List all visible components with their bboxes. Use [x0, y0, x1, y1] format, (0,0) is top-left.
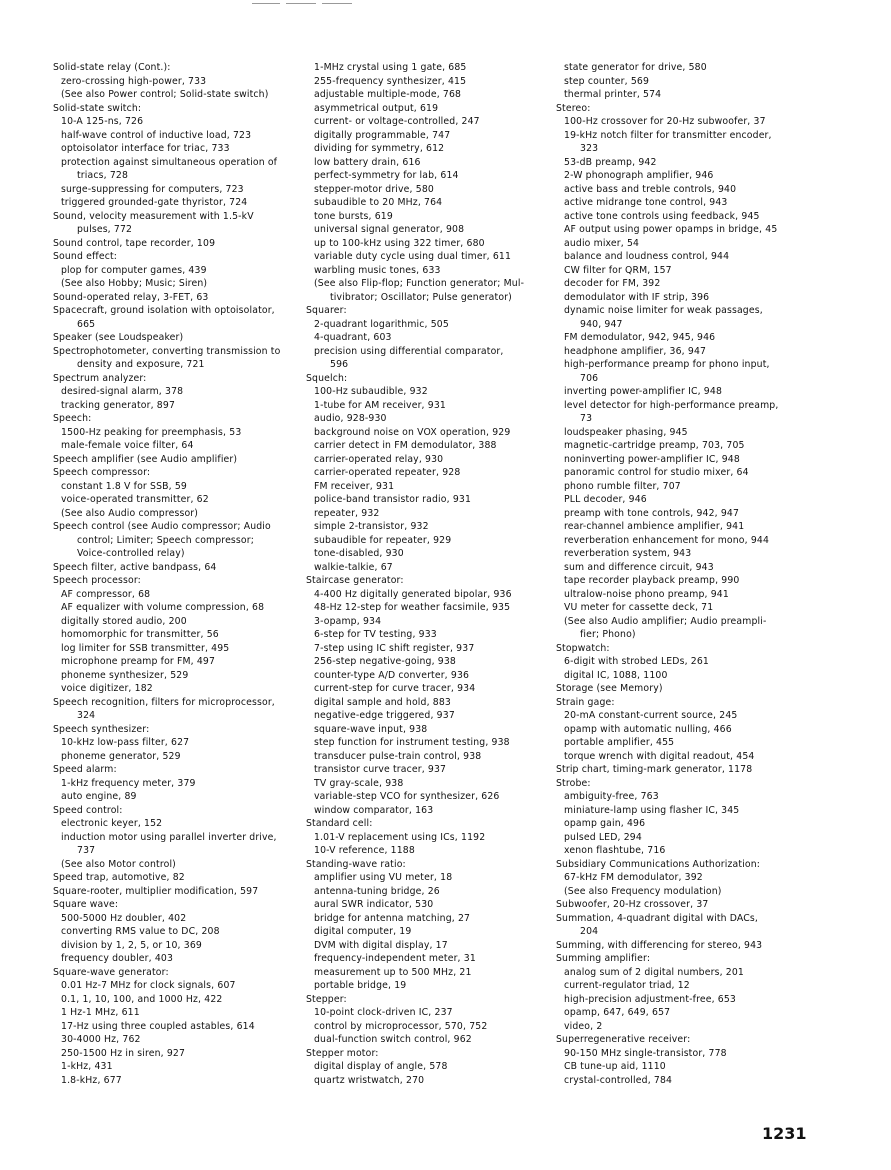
- index-subentry: plop for computer games, 439: [61, 264, 207, 276]
- index-subentry: perfect-symmetry for lab, 614: [314, 170, 459, 181]
- index-subentry: 1 Hz-1 MHz, 611: [61, 1007, 140, 1018]
- index-subentry: zero-crossing high-power, 733: [61, 75, 207, 87]
- index-subentry: torque wrench with digital readout, 454: [564, 750, 755, 762]
- index-subentry: 1-tube for AM receiver, 931: [314, 399, 446, 411]
- index-subentry: square-wave input, 938: [314, 723, 428, 735]
- index-heading: Standing-wave ratio:: [306, 858, 406, 870]
- index-subentry: 17-Hz using three coupled astables, 614: [61, 1020, 255, 1032]
- index-subentry: surge-suppressing for computers, 723: [61, 183, 244, 195]
- index-subentry: AF equalizer with volume compression, 68: [61, 602, 265, 613]
- index-subentry: phoneme generator, 529: [61, 750, 181, 762]
- index-subentry: adjustable multiple-mode, 768: [314, 89, 462, 100]
- index-subentry: (See also Hobby; Music; Siren): [61, 278, 208, 289]
- index-subentry: triacs, 728: [77, 170, 129, 181]
- index-subentry: PLL decoder, 946: [564, 494, 647, 505]
- index-subentry: active bass and treble controls, 940: [564, 183, 737, 195]
- index-subentry: (See also Frequency modulation): [564, 885, 722, 897]
- index-subentry: male-female voice filter, 64: [61, 440, 194, 451]
- index-heading: Spectrophotometer, converting transmission to: [53, 345, 281, 357]
- index-subentry: induction motor using parallel inverter drive,: [61, 831, 277, 843]
- index-subentry: 2-W phonograph amplifier, 946: [564, 170, 714, 181]
- index-subentry: bridge for antenna matching, 27: [314, 912, 471, 924]
- index-subentry: CW filter for QRM, 157: [564, 264, 672, 276]
- index-subentry: 90-150 MHz single-transistor, 778: [564, 1047, 727, 1059]
- index-subentry: 250-1500 Hz in siren, 927: [61, 1047, 186, 1059]
- index-heading: Staircase generator:: [306, 575, 404, 586]
- index-subentry: quartz wristwatch, 270: [314, 1074, 425, 1086]
- index-subentry: aural SWR indicator, 530: [314, 899, 434, 910]
- index-subentry: 2-quadrant logarithmic, 505: [314, 318, 449, 330]
- index-subentry: tape recorder playback preamp, 990: [564, 575, 740, 586]
- index-subentry: pulses, 772: [77, 224, 133, 235]
- index-subentry: phono rumble filter, 707: [564, 480, 681, 492]
- index-subentry: 706: [580, 372, 599, 384]
- index-subentry: audio mixer, 54: [564, 237, 640, 249]
- index-subentry: antenna-tuning bridge, 26: [314, 885, 440, 897]
- index-subentry: triggered grounded-gate thyristor, 724: [61, 197, 248, 208]
- index-subentry: digitally programmable, 747: [314, 129, 451, 141]
- index-subentry: 1.01-V replacement using ICs, 1192: [314, 831, 486, 843]
- index-column-3: [556, 61, 778, 1087]
- index-subentry: FM receiver, 931: [314, 480, 395, 492]
- index-subentry: 1-kHz, 431: [61, 1061, 113, 1072]
- index-subentry: log limiter for SSB transmitter, 495: [61, 642, 230, 654]
- index-subentry: electronic keyer, 152: [61, 818, 163, 829]
- index-subentry: dividing for symmetry, 612: [314, 143, 445, 154]
- index-subentry: step counter, 569: [564, 75, 650, 87]
- index-subentry: panoramic control for studio mixer, 64: [564, 467, 749, 478]
- index-subentry: portable bridge, 19: [314, 980, 407, 991]
- index-subentry: 3-opamp, 934: [314, 615, 382, 627]
- index-heading: Square-wave generator:: [53, 966, 169, 978]
- index-subentry: inverting power-amplifier IC, 948: [564, 386, 723, 397]
- index-heading: Solid-state switch:: [53, 102, 142, 114]
- index-subentry: headphone amplifier, 36, 947: [564, 345, 707, 357]
- top-rule-1: [252, 3, 280, 4]
- index-subentry: high-precision adjustment-free, 653: [564, 993, 736, 1005]
- index-heading: Sound control, tape recorder, 109: [53, 237, 216, 249]
- index-heading: Subsidiary Communications Authorization:: [556, 858, 761, 870]
- index-subentry: current-regulator triad, 12: [564, 980, 690, 991]
- index-subentry: digital computer, 19: [314, 926, 412, 937]
- index-subentry: constant 1.8 V for SSB, 59: [61, 480, 187, 492]
- index-heading: Speed alarm:: [53, 764, 117, 775]
- index-subentry: digital display of angle, 578: [314, 1061, 448, 1072]
- index-subentry: carrier detect in FM demodulator, 388: [314, 440, 497, 451]
- index-subentry: (See also Motor control): [61, 858, 176, 870]
- index-subentry: opamp gain, 496: [564, 818, 646, 829]
- index-subentry: 48-Hz 12-step for weather facsimile, 935: [314, 602, 511, 613]
- index-subentry: CB tune-up aid, 1110: [564, 1061, 666, 1072]
- index-subentry: DVM with digital display, 17: [314, 939, 448, 951]
- index-subentry: current-step for curve tracer, 934: [314, 683, 476, 694]
- index-subentry: 737: [77, 845, 96, 856]
- index-subentry: loudspeaker phasing, 945: [564, 426, 688, 438]
- index-subentry: audio, 928-930: [314, 413, 387, 424]
- index-heading: Subwoofer, 20-Hz crossover, 37: [556, 899, 709, 910]
- index-subentry: 0.01 Hz-7 MHz for clock signals, 607: [61, 980, 236, 991]
- index-subentry: 100-Hz crossover for 20-Hz subwoofer, 37: [564, 116, 766, 127]
- index-subentry: AF output using power opamps in bridge, 45: [564, 224, 778, 235]
- index-subentry: police-band transistor radio, 931: [314, 494, 472, 505]
- index-heading: Strain gage:: [556, 696, 615, 708]
- index-subentry: control by microprocessor, 570, 752: [314, 1020, 488, 1032]
- index-subentry: subaudible to 20 MHz, 764: [314, 197, 443, 208]
- index-subentry: variable-step VCO for synthesizer, 626: [314, 791, 500, 802]
- index-subentry: thermal printer, 574: [564, 89, 662, 100]
- index-subentry: 30-4000 Hz, 762: [61, 1034, 141, 1045]
- index-heading: Speech amplifier (see Audio amplifier): [53, 453, 238, 465]
- index-heading: Sound effect:: [53, 251, 118, 262]
- index-subentry: high-performance preamp for phono input,: [564, 359, 770, 370]
- index-subentry: VU meter for cassette deck, 71: [564, 602, 714, 613]
- index-subentry: 256-step negative-going, 938: [314, 656, 457, 667]
- index-subentry: 204: [580, 926, 599, 937]
- index-subentry: sum and difference circuit, 943: [564, 561, 714, 573]
- index-subentry: transducer pulse-train control, 938: [314, 750, 482, 762]
- index-subentry: opamp, 647, 649, 657: [564, 1007, 671, 1018]
- index-subentry: negative-edge triggered, 937: [314, 710, 455, 721]
- index-subentry: xenon flashtube, 716: [564, 845, 666, 856]
- index-subentry: (See also Audio compressor): [61, 507, 199, 519]
- index-heading: Stepper motor:: [306, 1047, 379, 1059]
- index-subentry: 323: [580, 143, 599, 154]
- index-heading: Solid-state relay (Cont.):: [53, 62, 171, 73]
- index-subentry: frequency doubler, 403: [61, 953, 174, 964]
- index-subentry: 10-A 125-ns, 726: [61, 116, 144, 127]
- index-subentry: digital IC, 1088, 1100: [564, 669, 668, 681]
- index-column-2: [306, 61, 524, 1087]
- index-subentry: 1-MHz crystal using 1 gate, 685: [314, 62, 467, 73]
- index-subentry: variable duty cycle using dual timer, 611: [314, 251, 512, 262]
- index-subentry: (See also Power control; Solid-state switch): [61, 89, 269, 100]
- index-subentry: active midrange tone control, 943: [564, 197, 728, 208]
- index-subentry: asymmetrical output, 619: [314, 102, 439, 114]
- index-subentry: stepper-motor drive, 580: [314, 183, 434, 195]
- index-subentry: precision using differential comparator,: [314, 345, 504, 357]
- index-column-1: [53, 61, 280, 1087]
- index-subentry: 67-kHz FM demodulator, 392: [564, 872, 703, 883]
- index-subentry: reverberation enhancement for mono, 944: [564, 534, 770, 546]
- index-heading: Square wave:: [53, 899, 119, 910]
- index-subentry: 73: [580, 413, 593, 424]
- index-subentry: division by 1, 2, 5, or 10, 369: [61, 939, 202, 951]
- index-heading: Superregenerative receiver:: [556, 1034, 691, 1045]
- index-subentry: 1500-Hz peaking for preemphasis, 53: [61, 426, 242, 438]
- index-subentry: 665: [77, 318, 96, 330]
- index-heading: Speech control (see Audio compressor; Audio: [53, 521, 271, 532]
- index-subentry: low battery drain, 616: [314, 156, 421, 168]
- index-heading: Stereo:: [556, 102, 591, 114]
- index-subentry: voice-operated transmitter, 62: [61, 494, 209, 505]
- index-heading: Spacecraft, ground isolation with optoisolator,: [53, 305, 275, 316]
- index-subentry: simple 2-transistor, 932: [314, 521, 429, 532]
- index-heading: Stopwatch:: [556, 642, 610, 654]
- index-subentry: control; Limiter; Speech compressor;: [77, 534, 255, 546]
- index-subentry: converting RMS value to DC, 208: [61, 926, 220, 937]
- index-subentry: fier; Phono): [580, 629, 636, 640]
- index-subentry: repeater, 932: [314, 507, 380, 519]
- index-subentry: 1.8-kHz, 677: [61, 1074, 122, 1086]
- index-subentry: 4-400 Hz digitally generated bipolar, 936: [314, 588, 512, 600]
- index-subentry: background noise on VOX operation, 929: [314, 426, 511, 438]
- index-subentry: pulsed LED, 294: [564, 831, 642, 843]
- index-subentry: Voice-controlled relay): [77, 548, 185, 559]
- index-subentry: phoneme synthesizer, 529: [61, 669, 189, 681]
- index-subentry: AF compressor, 68: [61, 588, 151, 600]
- page-number: 1231: [762, 1124, 807, 1143]
- index-heading: Standard cell:: [306, 818, 373, 829]
- index-subentry: protection against simultaneous operation of: [61, 156, 278, 168]
- index-subentry: 255-frequency synthesizer, 415: [314, 75, 467, 87]
- index-heading: Summation, 4-quadrant digital with DACs,: [556, 912, 759, 924]
- index-subentry: carrier-operated repeater, 928: [314, 467, 461, 478]
- index-subentry: tivibrator; Oscillator; Pulse generator): [330, 291, 512, 303]
- index-subentry: 596: [330, 359, 349, 370]
- index-subentry: (See also Audio amplifier; Audio preampli-: [564, 615, 767, 627]
- index-subentry: window comparator, 163: [314, 804, 434, 816]
- index-subentry: counter-type A/D converter, 936: [314, 669, 470, 681]
- index-subentry: tone bursts, 619: [314, 210, 393, 222]
- index-subentry: rear-channel ambience amplifier, 941: [564, 521, 745, 532]
- index-subentry: 10-kHz low-pass filter, 627: [61, 737, 190, 748]
- index-subentry: auto engine, 89: [61, 791, 137, 802]
- index-subentry: magnetic-cartridge preamp, 703, 705: [564, 440, 745, 451]
- index-subentry: voice digitizer, 182: [61, 683, 153, 694]
- index-subentry: opamp with automatic nulling, 466: [564, 723, 732, 735]
- index-subentry: 7-step using IC shift register, 937: [314, 642, 475, 654]
- index-subentry: density and exposure, 721: [77, 359, 205, 370]
- index-subentry: up to 100-kHz using 322 timer, 680: [314, 237, 485, 249]
- index-heading: Spectrum analyzer:: [53, 372, 147, 384]
- index-subentry: half-wave control of inductive load, 723: [61, 129, 252, 141]
- index-subentry: balance and loudness control, 944: [564, 251, 730, 262]
- index-subentry: dual-function switch control, 962: [314, 1034, 472, 1045]
- index-subentry: tone-disabled, 930: [314, 548, 404, 559]
- index-heading: Strobe:: [556, 777, 591, 789]
- index-heading: Strip chart, timing-mark generator, 1178: [556, 764, 753, 775]
- index-subentry: active tone controls using feedback, 945: [564, 210, 760, 222]
- index-subentry: 20-mA constant-current source, 245: [564, 710, 738, 721]
- index-subentry: optoisolator interface for triac, 733: [61, 143, 230, 154]
- top-rule-3: [322, 3, 352, 4]
- index-heading: Square-rooter, multiplier modification, 597: [53, 885, 259, 897]
- index-heading: Summing, with differencing for stereo, 943: [556, 939, 763, 951]
- index-subentry: noninverting power-amplifier IC, 948: [564, 453, 740, 465]
- index-subentry: portable amplifier, 455: [564, 737, 675, 748]
- index-heading: Speech:: [53, 413, 92, 424]
- index-subentry: video, 2: [564, 1020, 603, 1032]
- index-heading: Speaker (see Loudspeaker): [53, 332, 184, 343]
- index-subentry: 1-kHz frequency meter, 379: [61, 777, 196, 789]
- index-subentry: (See also Flip-flop; Function generator; Mul-: [314, 278, 525, 289]
- index-heading: Sound, velocity measurement with 1.5-kV: [53, 210, 254, 222]
- index-subentry: universal signal generator, 908: [314, 224, 465, 235]
- index-subentry: desired-signal alarm, 378: [61, 386, 184, 397]
- index-subentry: TV gray-scale, 938: [314, 777, 404, 789]
- index-subentry: 500-5000 Hz doubler, 402: [61, 912, 187, 924]
- index-subentry: demodulator with IF strip, 396: [564, 291, 710, 303]
- index-subentry: digital sample and hold, 883: [314, 696, 451, 708]
- top-rule-2: [286, 3, 316, 4]
- index-subentry: miniature-lamp using flasher IC, 345: [564, 804, 740, 816]
- index-subentry: state generator for drive, 580: [564, 62, 707, 73]
- index-subentry: 0.1, 1, 10, 100, and 1000 Hz, 422: [61, 993, 223, 1005]
- index-heading: Sound-operated relay, 3-FET, 63: [53, 291, 209, 303]
- index-subentry: 324: [77, 710, 96, 721]
- index-subentry: tracking generator, 897: [61, 399, 176, 411]
- index-subentry: decoder for FM, 392: [564, 278, 661, 289]
- index-heading: Speed control:: [53, 804, 123, 816]
- index-subentry: carrier-operated relay, 930: [314, 453, 444, 465]
- index-subentry: frequency-independent meter, 31: [314, 953, 476, 964]
- index-subentry: subaudible for repeater, 929: [314, 534, 452, 546]
- index-subentry: measurement up to 500 MHz, 21: [314, 966, 472, 978]
- index-heading: Speech recognition, filters for microprocessor,: [53, 696, 275, 708]
- index-subentry: 6-digit with strobed LEDs, 261: [564, 656, 710, 667]
- index-heading: Squarer:: [306, 305, 347, 316]
- index-subentry: FM demodulator, 942, 945, 946: [564, 332, 716, 343]
- index-heading: Stepper:: [306, 993, 347, 1005]
- index-heading: Squelch:: [306, 372, 348, 384]
- index-subentry: 19-kHz notch filter for transmitter encoder,: [564, 129, 772, 141]
- index-heading: Speed trap, automotive, 82: [53, 872, 185, 883]
- index-subentry: transistor curve tracer, 937: [314, 764, 447, 775]
- index-heading: Speech synthesizer:: [53, 723, 150, 735]
- index-subentry: amplifier using VU meter, 18: [314, 872, 453, 883]
- index-subentry: 53-dB preamp, 942: [564, 156, 657, 168]
- index-subentry: walkie-talkie, 67: [314, 561, 393, 573]
- index-subentry: 940, 947: [580, 318, 623, 330]
- index-subentry: 4-quadrant, 603: [314, 332, 392, 343]
- index-subentry: 100-Hz subaudible, 932: [314, 386, 428, 397]
- index-subentry: microphone preamp for FM, 497: [61, 656, 216, 667]
- index-subentry: crystal-controlled, 784: [564, 1074, 673, 1086]
- index-heading: Speech filter, active bandpass, 64: [53, 561, 217, 573]
- index-subentry: dynamic noise limiter for weak passages,: [564, 305, 763, 316]
- index-subentry: 6-step for TV testing, 933: [314, 629, 437, 640]
- index-subentry: 10-point clock-driven IC, 237: [314, 1007, 453, 1018]
- index-heading: Summing amplifier:: [556, 953, 651, 964]
- index-heading: Speech compressor:: [53, 467, 151, 478]
- index-heading: Storage (see Memory): [556, 683, 663, 694]
- index-subentry: homomorphic for transmitter, 56: [61, 629, 219, 640]
- index-subentry: step function for instrument testing, 938: [314, 737, 510, 748]
- index-subentry: digitally stored audio, 200: [61, 615, 187, 627]
- index-subentry: preamp with tone controls, 942, 947: [564, 507, 740, 519]
- index-subentry: current- or voltage-controlled, 247: [314, 116, 480, 127]
- index-subentry: reverberation system, 943: [564, 548, 692, 559]
- index-subentry: analog sum of 2 digital numbers, 201: [564, 966, 744, 978]
- index-subentry: warbling music tones, 633: [314, 264, 441, 276]
- index-subentry: 10-V reference, 1188: [314, 845, 415, 856]
- index-subentry: level detector for high-performance preamp,: [564, 399, 779, 411]
- index-heading: Speech processor:: [53, 575, 141, 586]
- index-subentry: ultralow-noise phono preamp, 941: [564, 588, 729, 600]
- index-subentry: ambiguity-free, 763: [564, 791, 659, 802]
